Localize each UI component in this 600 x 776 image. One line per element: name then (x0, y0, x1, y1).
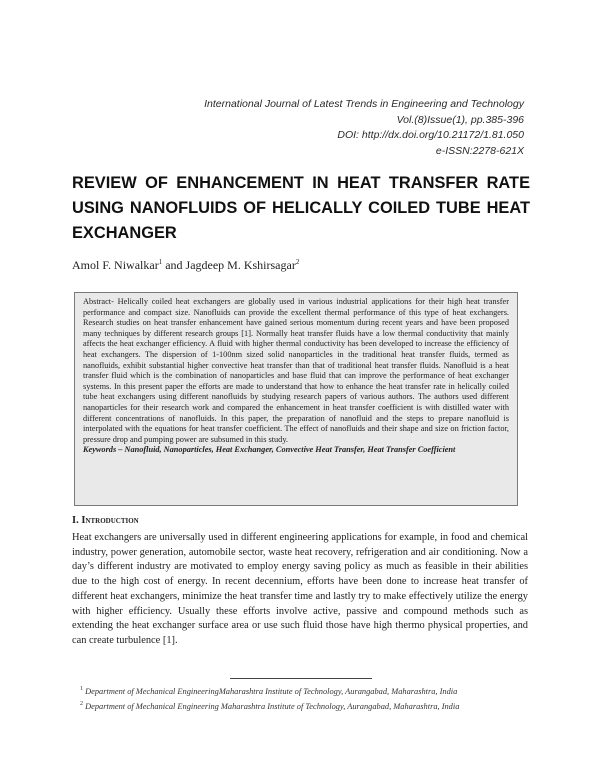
paper-title: REVIEW OF ENHANCEMENT IN HEAT TRANSFER RATE USING NANOFLUIDS OF HELICALLY COILED TUBE HEAT EXCHANGER (72, 174, 530, 242)
author-connector: and (162, 258, 186, 272)
section-heading (72, 515, 139, 526)
footnotes (80, 683, 459, 714)
journal-header (204, 97, 524, 159)
footnote-divider (230, 678, 372, 679)
journal-issn: e-ISSN:2278-621X (435, 144, 524, 157)
footnote-2-text: Department of Mechanical Engineering Maharashtra Institute of Technology, Aurangabad, Maharashtra, India (83, 702, 460, 712)
journal-doi: DOI: http://dx.doi.org/10.21172/1.81.050 (337, 129, 524, 142)
footnote-1-mark: 1 (80, 686, 83, 692)
journal-volume: Vol.(8)Issue(1), pp.385-396 (396, 113, 524, 126)
author-2: Jagdeep M. Kshirsagar (185, 258, 296, 272)
abstract-box (74, 292, 518, 506)
section-number: I. (72, 515, 82, 526)
introduction-paragraph: Heat exchangers are universally used in different engineering applications for example, in food and chemical industry, power generation, automobile sector, waste heat recovery, refrigeration and air conditioning. Now a day’s different industry are motivated to employ energy saving policy as much as feasible in their abilities due to the high cost of energy. In recent decennium, efforts have been done to increase heat transfer of different heat exchangers, minimize the heat transfer time and lastly try to make effectively utilize the energy with higher efficiency. Usually these efforts involve active, passive and compound methods such as extending the heat exchanger surface area or use such fluid those have high thermo physical properties, and can create turbulence [1]. (72, 532, 528, 646)
abstract-text: Abstract- Helically coiled heat exchangers are globally used in various industrial applications for their high heat transfer performance and compact size. Nanofluids can provide the excellent thermal performance of this type of heat exchangers. Research studies on heat transfer enhancement have gained serious momentum during recent years and have been proposed many techniques by different research groups [1]. Normally heat transfer fluids have a low thermal conductivity that mainly affects the heat exchanger efficiency. A fluid with higher thermal conductivity has been developed to increase the efficiency of heat exchangers. The dispersion of 1-100nm sized solid nanoparticles in the traditional heat transfer fluids, termed as nanofluids, exhibit substantial higher convective heat transfer than that of traditional heat transfer fluids. Nanofluid is a heat transfer fluid which is the combination of nanoparticles and base fluid that can improve the performance of heat exchanger systems. In this present paper the efforts are made to understand that how to enhance the heat transfer rate in helically coiled tube heat exchangers using different nanofluids by studying research papers of various authors. The authors used different nanoparticles for their research work and compared the enhancement in heat transfer coefficient is with distilled water with different concentrations of nanofluids. In this paper, the preparation of nanofluid and the steps to prepare nanofluid is interpolated with the equations for heat transfer coefficient. The effect of nanofluids and their shape and size on friction factor, pressure drop and pumping power are subsumed in this study. (83, 297, 509, 444)
author-line (72, 258, 299, 273)
journal-name: International Journal of Latest Trends in Engineering and Technology (204, 98, 524, 110)
footnote-1 (80, 683, 459, 698)
author-2-mark: 2 (295, 258, 300, 266)
footnote-1-text: Department of Mechanical EngineeringMaharashtra Institute of Technology, Aurangabad, Maharashtra, India (83, 686, 458, 696)
author-1-mark: 1 (158, 258, 163, 266)
author-1: Amol F. Niwalkar (72, 258, 159, 272)
footnote-2-mark: 2 (80, 701, 83, 708)
section-title: Introduction (81, 515, 139, 526)
keywords: Keywords – Nanofluid, Nanoparticles, Heat Exchanger, Convective Heat Transfer, Heat Transfer Coefficient (83, 445, 456, 455)
footnote-2 (80, 698, 459, 713)
